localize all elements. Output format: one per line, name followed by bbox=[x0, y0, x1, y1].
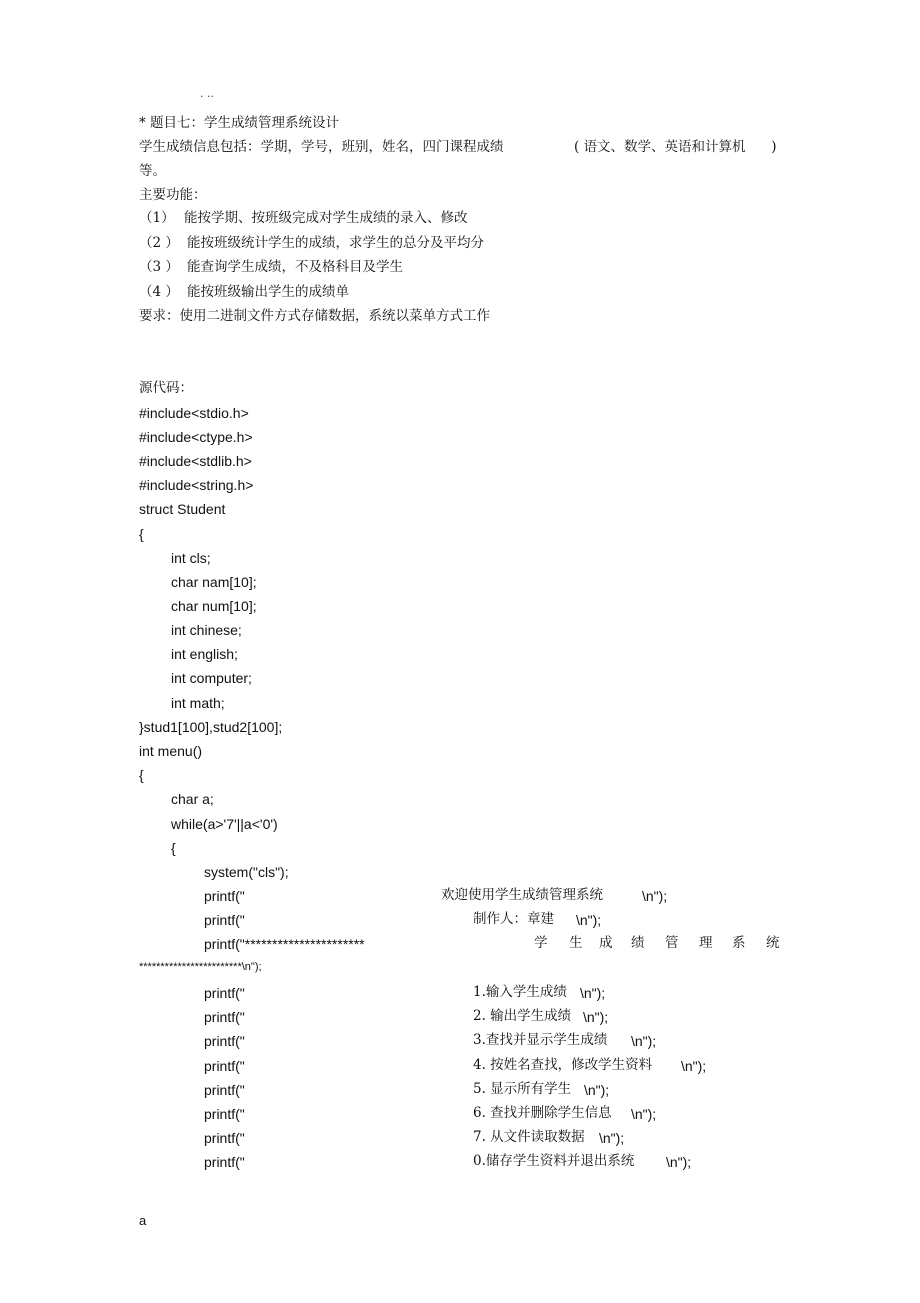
code-include: #include<stdio.h> bbox=[139, 405, 249, 421]
code-field: int english; bbox=[171, 646, 238, 662]
system-title-char: 绩 bbox=[631, 935, 645, 951]
system-title-char: 理 bbox=[699, 935, 713, 951]
code-printf: printf(" bbox=[204, 1009, 245, 1025]
code-printf: printf(" bbox=[204, 985, 245, 1001]
code-brace: { bbox=[139, 526, 144, 542]
code-printf-tail: \n"); bbox=[681, 1058, 707, 1074]
code-printf: printf(" bbox=[204, 1058, 245, 1074]
menu-item-label: 5. 显示所有学生 bbox=[473, 1081, 572, 1097]
code-char-decl: char a; bbox=[171, 791, 214, 807]
code-printf: printf(" bbox=[204, 1082, 245, 1098]
code-printf-tail: \n"); bbox=[599, 1130, 625, 1146]
code-field: int computer; bbox=[171, 670, 252, 686]
code-struct-close: }stud1[100],stud2[100]; bbox=[139, 719, 283, 735]
system-title-char: 系 bbox=[732, 935, 746, 951]
system-title-char: 管 bbox=[665, 935, 679, 951]
functions-heading: 主要功能： bbox=[139, 187, 207, 203]
code-printf: printf(" bbox=[204, 1033, 245, 1049]
footer-mark: a bbox=[139, 1213, 147, 1228]
code-field: int cls; bbox=[171, 550, 211, 566]
code-author-text: 制作人：章建 bbox=[473, 911, 554, 927]
system-title-char: 学 bbox=[534, 935, 548, 951]
function-num: （4 ） bbox=[139, 284, 179, 300]
code-printf-tail: \n"); bbox=[631, 1033, 657, 1049]
code-printf: printf(" bbox=[204, 888, 245, 904]
code-field: int chinese; bbox=[171, 622, 242, 638]
code-stars-suffix: ************************\n"); bbox=[139, 961, 262, 973]
code-brace: { bbox=[139, 767, 144, 783]
function-text: 能按班级统计学生的成绩，求学生的总分及平均分 bbox=[187, 235, 484, 251]
code-menu-decl: int menu() bbox=[139, 743, 203, 759]
code-field: char nam[10]; bbox=[171, 574, 257, 590]
function-text: 能按班级输出学生的成绩单 bbox=[187, 284, 349, 300]
code-printf: printf(" bbox=[204, 912, 245, 928]
code-printf-tail: \n"); bbox=[580, 985, 606, 1001]
code-printf-tail: \n"); bbox=[642, 888, 668, 904]
code-printf: printf(" bbox=[204, 1106, 245, 1122]
function-num: （1） bbox=[139, 210, 175, 226]
assignment-title: * 题目七：学生成绩管理系统设计 bbox=[139, 115, 340, 131]
system-title-char: 成 bbox=[599, 935, 613, 951]
menu-item-label: 3.查找并显示学生成绩 bbox=[473, 1032, 608, 1048]
function-num: （3 ） bbox=[139, 259, 179, 275]
menu-item-label: 1.输入学生成绩 bbox=[473, 984, 567, 1000]
header-mark: . .. bbox=[200, 87, 214, 100]
code-stars-prefix: printf("********************** bbox=[204, 936, 365, 952]
code-while: while(a>'7'||a<'0') bbox=[171, 816, 278, 832]
code-brace: { bbox=[171, 840, 176, 856]
system-title-char: 统 bbox=[766, 935, 780, 951]
code-include: #include<ctype.h> bbox=[139, 429, 253, 445]
info-line-2: 等。 bbox=[139, 163, 166, 179]
code-struct-decl: struct Student bbox=[139, 501, 226, 517]
info-line-right: ( 语文、数学、英语和计算机 ) bbox=[574, 139, 777, 155]
code-printf-tail: \n"); bbox=[576, 912, 602, 928]
menu-item-label: 4. 按姓名查找，修改学生资料 bbox=[473, 1057, 653, 1073]
code-printf-tail: \n"); bbox=[583, 1009, 609, 1025]
menu-item-label: 2. 输出学生成绩 bbox=[473, 1008, 572, 1024]
menu-item-label: 6. 查找并删除学生信息 bbox=[473, 1105, 612, 1121]
code-system-cls: system("cls"); bbox=[204, 864, 289, 880]
function-num: （2 ） bbox=[139, 235, 179, 251]
code-printf-tail: \n"); bbox=[666, 1154, 692, 1170]
source-heading: 源代码： bbox=[139, 380, 193, 396]
code-printf-tail: \n"); bbox=[584, 1082, 610, 1098]
requirement-line: 要求：使用二进制文件方式存储数据，系统以菜单方式工作 bbox=[139, 308, 490, 324]
code-field: int math; bbox=[171, 695, 225, 711]
code-printf-tail: \n"); bbox=[631, 1106, 657, 1122]
function-text: 能按学期、按班级完成对学生成绩的录入、修改 bbox=[184, 210, 468, 226]
code-printf: printf(" bbox=[204, 1130, 245, 1146]
function-text: 能查询学生成绩，不及格科目及学生 bbox=[187, 259, 403, 275]
code-field: char num[10]; bbox=[171, 598, 257, 614]
code-printf: printf(" bbox=[204, 1154, 245, 1170]
menu-item-label: 7. 从文件读取数据 bbox=[473, 1129, 585, 1145]
info-line-left: 学生成绩信息包括：学期，学号，班别，姓名，四门课程成绩 bbox=[139, 139, 504, 155]
code-welcome-text: 欢迎使用学生成绩管理系统 bbox=[441, 887, 603, 903]
code-include: #include<stdlib.h> bbox=[139, 453, 252, 469]
system-title-char: 生 bbox=[569, 935, 583, 951]
code-include: #include<string.h> bbox=[139, 477, 254, 493]
menu-item-label: 0.储存学生资料并退出系统 bbox=[473, 1153, 635, 1169]
